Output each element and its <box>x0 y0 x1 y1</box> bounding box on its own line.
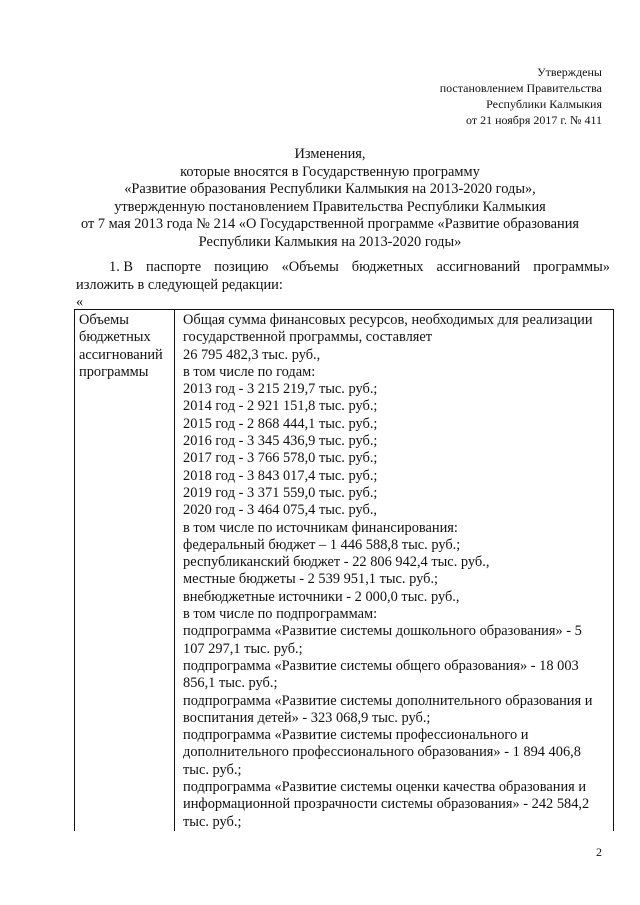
heading-line: которые вносятся в Государственную программу <box>180 163 480 180</box>
value-line: местные бюджеты - 2 539 951,1 тыс. руб.; <box>183 571 439 588</box>
value-line: 2018 год - 3 843 017,4 тыс. руб.; <box>183 467 378 484</box>
label-line: бюджетных <box>79 329 151 346</box>
heading-line: утвержденную постановлением Правительства Республики Калмыкия <box>114 198 546 215</box>
value-line: в том числе по подпрограммам: <box>183 606 378 623</box>
value-line: информационной прозрачности системы образования» - 242 584,2 <box>183 796 590 813</box>
paragraph-word: позицию <box>214 259 269 275</box>
heading-line: Изменения, <box>294 146 366 162</box>
document-heading <box>50 146 610 251</box>
table-label-cell <box>75 310 175 831</box>
value-line: государственной программы, составляет <box>183 329 433 346</box>
value-line: в том числе по источникам финансирования: <box>183 519 458 536</box>
value-line: 856,1 тыс. руб.; <box>183 675 278 692</box>
value-line: 2017 год - 3 766 578,0 тыс. руб.; <box>183 450 378 467</box>
value-line: 2015 год - 2 868 444,1 тыс. руб.; <box>183 415 378 432</box>
instruction-paragraph <box>76 259 610 294</box>
value-line: подпрограмма «Развитие системы дошкольного образования» - 5 <box>183 623 582 640</box>
heading-line: от 7 мая 2013 года № 214 «О Государственной программе «Развитие образования <box>80 216 580 232</box>
value-line: республиканский бюджет - 22 806 942,4 тыс. руб., <box>183 554 490 571</box>
value-line: федеральный бюджет – 1 446 588,8 тыс. руб.; <box>183 536 461 553</box>
paragraph-line-2: изложить в следующей редакции: <box>76 276 283 293</box>
value-line: Общая сумма финансовых ресурсов, необходимых для реализации <box>183 312 593 328</box>
paragraph-word: 1. В <box>109 259 133 275</box>
value-line: внебюджетные источники - 2 000,0 тыс. руб., <box>183 588 460 605</box>
approval-line: постановлением Правительства <box>439 81 602 95</box>
table-value-cell <box>175 310 613 831</box>
label-line: Объемы <box>79 312 129 328</box>
paragraph-word: «Объемы <box>281 259 339 275</box>
paragraph-word: бюджетных <box>351 259 424 275</box>
value-line: 2016 год - 3 345 436,9 тыс. руб.; <box>183 433 378 450</box>
value-line: дополнительного профессионального образования» - 1 894 406,8 <box>183 744 581 761</box>
heading-line: «Развитие образования Республики Калмыкия на 2013-2020 годы», <box>124 181 536 197</box>
paragraph-line-1 <box>76 259 610 277</box>
value-line: 107 297,1 тыс. руб.; <box>183 640 303 657</box>
approval-line: от 21 ноября 2017 г. № 411 <box>466 113 602 127</box>
value-line: воспитания детей» - 323 068,9 тыс. руб.; <box>183 709 431 726</box>
value-line: 26 795 482,3 тыс. руб., <box>183 346 321 363</box>
approval-block <box>362 64 602 128</box>
value-line: тыс. руб.; <box>183 813 242 830</box>
value-line: подпрограмма «Развитие системы профессионального и <box>183 727 529 744</box>
value-line: тыс. руб.; <box>183 761 242 778</box>
passport-table <box>74 309 614 831</box>
value-line: подпрограмма «Развитие системы общего образования» - 18 003 <box>183 657 579 674</box>
heading-line: Республики Калмыкия на 2013-2020 годы» <box>198 233 462 250</box>
label-line: программы <box>79 363 149 380</box>
value-line: 2013 год - 3 215 219,7 тыс. руб.; <box>183 381 378 398</box>
value-line: 2019 год - 3 371 559,0 тыс. руб.; <box>183 484 378 501</box>
approval-line: Утверждены <box>537 65 602 79</box>
value-line: подпрограмма «Развитие системы дополнительного образования и <box>183 692 593 709</box>
label-line: ассигнований <box>79 346 163 363</box>
value-line: 2020 год - 3 464 075,4 тыс. руб., <box>183 502 378 519</box>
page-number: 2 <box>596 845 602 859</box>
paragraph-word: паспорте <box>146 259 202 275</box>
opening-quote: « <box>76 294 84 310</box>
value-line: 2014 год - 2 921 151,8 тыс. руб.; <box>183 398 378 415</box>
paragraph-word: ассигнований <box>436 259 521 275</box>
paragraph-word: программы» <box>533 259 610 275</box>
value-line: подпрограмма «Развитие системы оценки качества образования и <box>183 779 587 796</box>
approval-line: Республики Калмыкия <box>486 97 602 111</box>
value-line: в том числе по годам: <box>183 363 316 380</box>
